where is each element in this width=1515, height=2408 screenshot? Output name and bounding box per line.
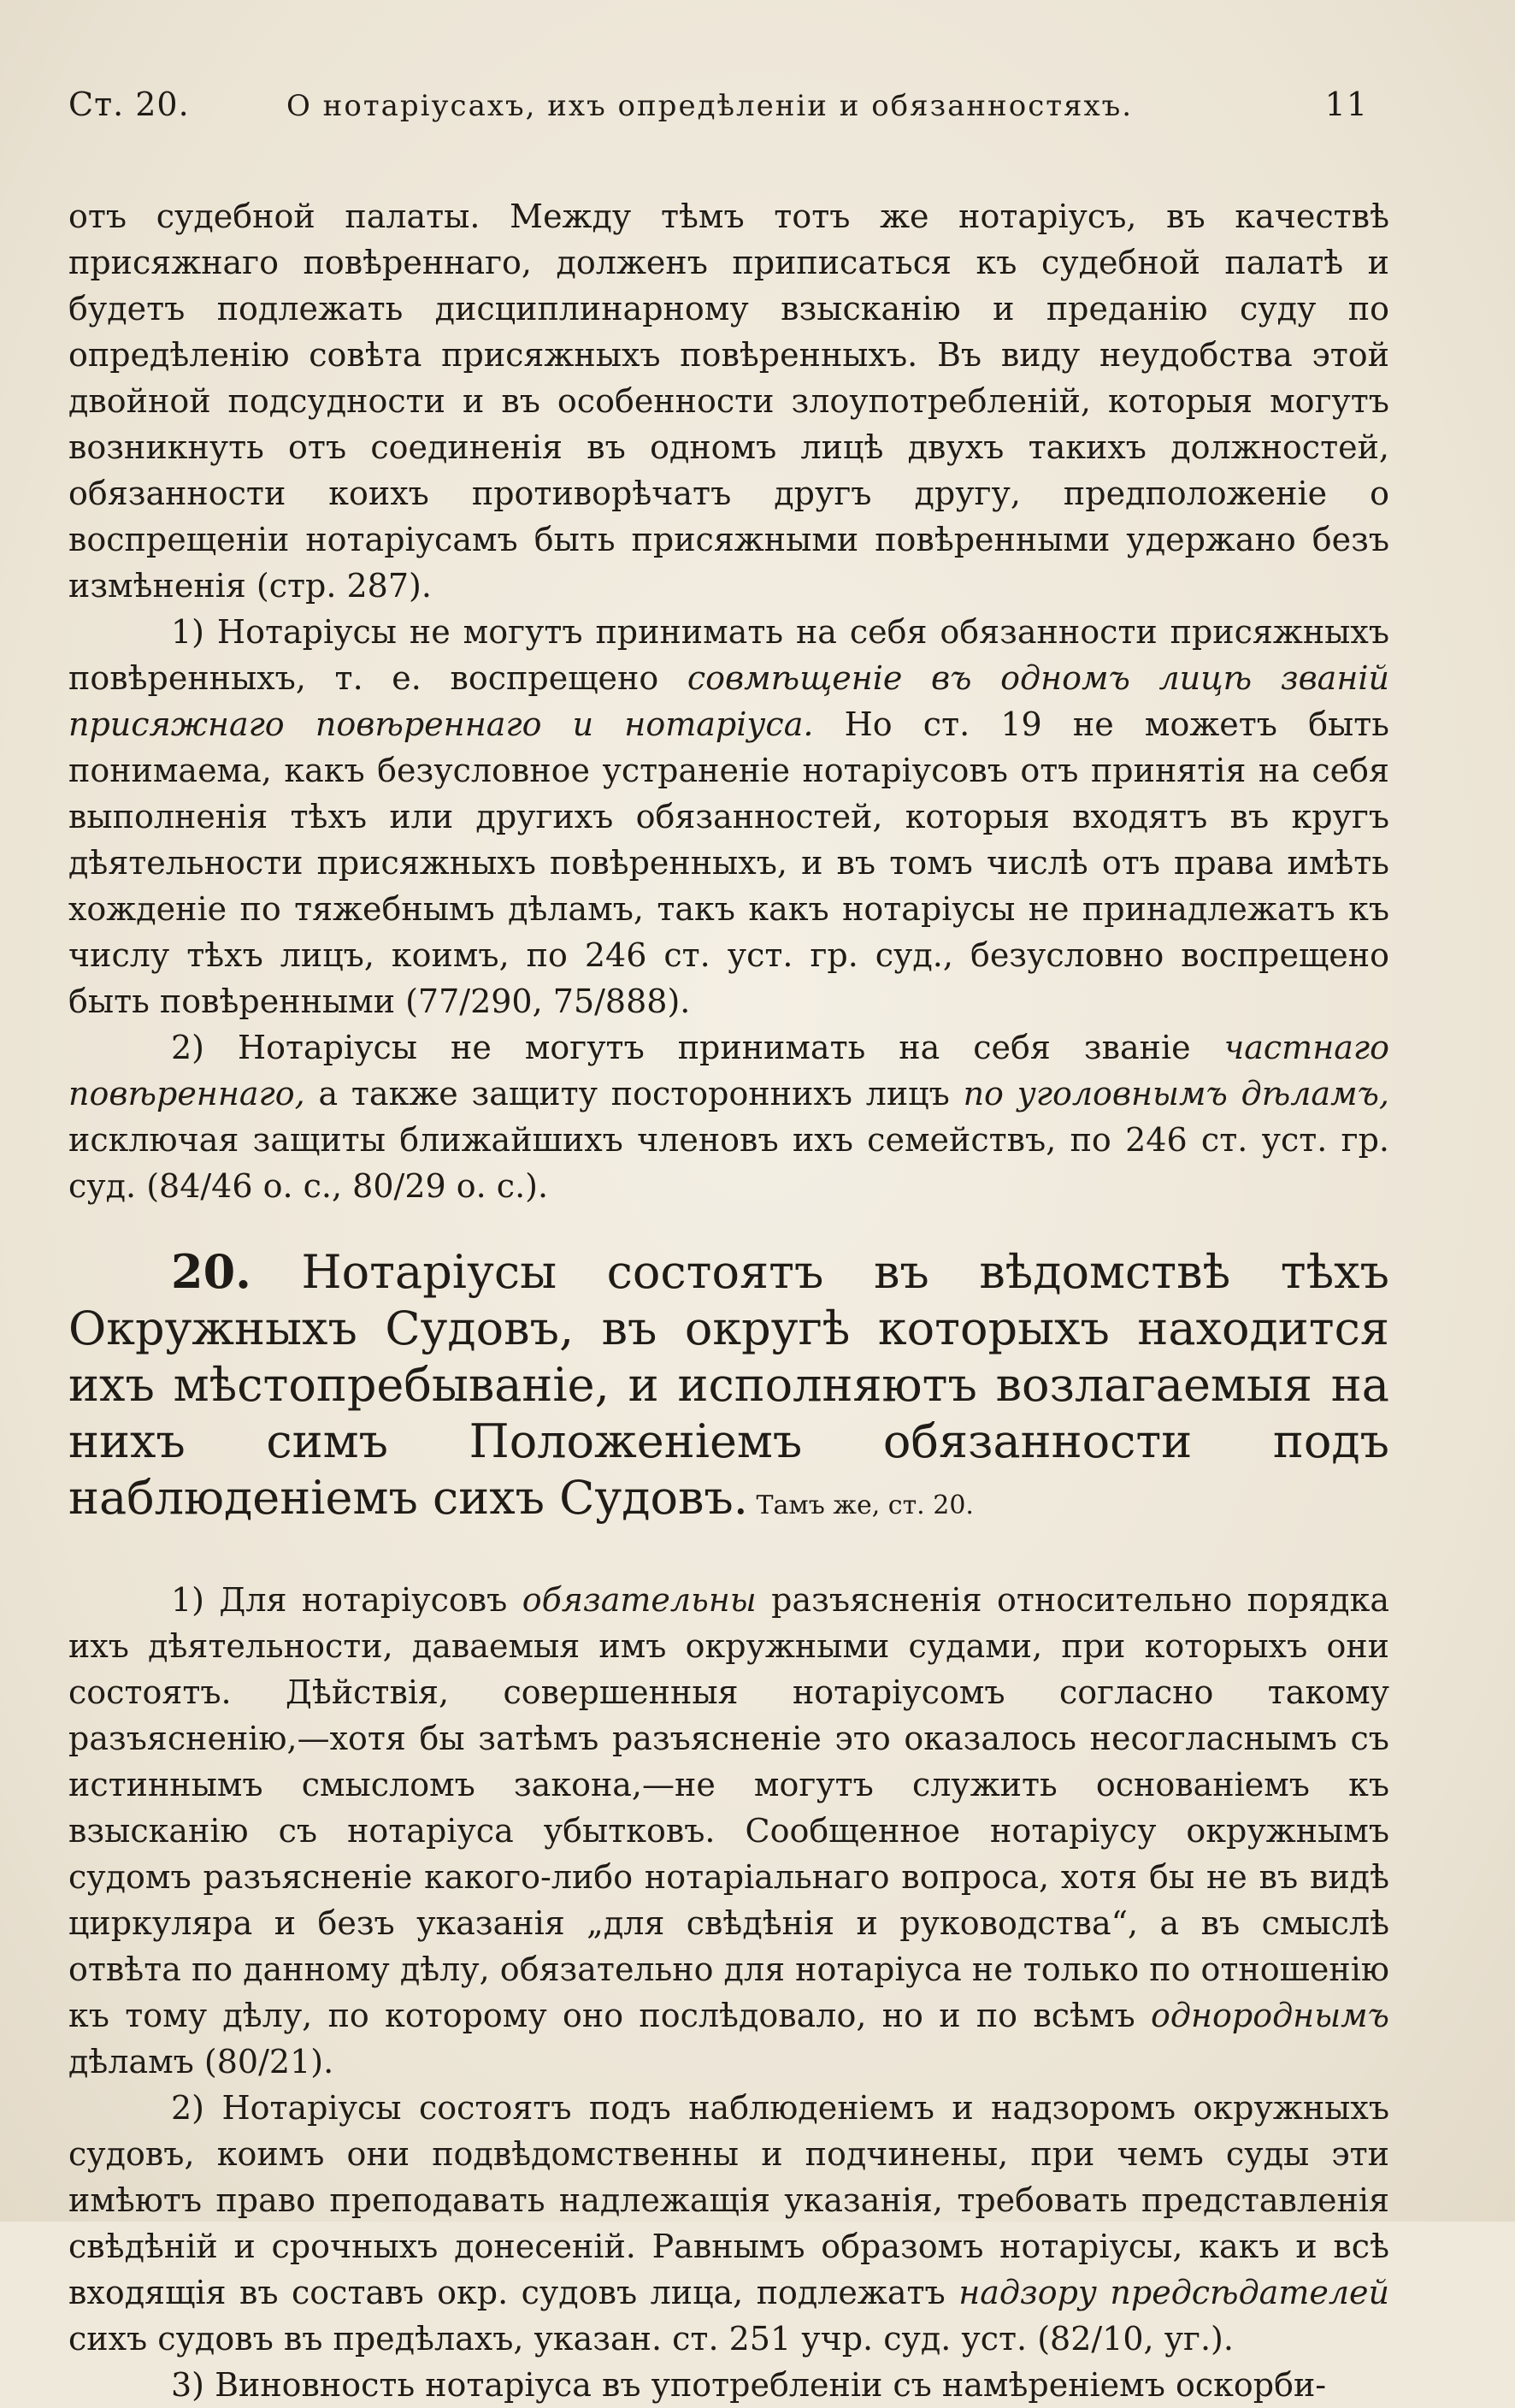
article-20 — [68, 1243, 1389, 1534]
note-20-3: 3) Виновность нотаріуса въ употребленіи съ намѣреніемъ оскорби- — [171, 2366, 1327, 2404]
italic-phrase: надзору предсѣдателей — [958, 2274, 1390, 2311]
article-number: 20. — [171, 1244, 251, 1299]
note-1: 1) Нотаріусы не могутъ принимать на себя обязанности присяжныхъ повѣренныхъ, т. е. воспрещено совмѣщеніе въ одномъ лицѣ званій присяжнаго повѣреннаго и нотаріуса. Но ст. 19 не можетъ быть понимаема, какъ безусловное устраненіе нотаріусовъ отъ принятія на себя выполненія тѣхъ или другихъ обязанностей, которыя входятъ въ кругъ дѣятельности присяжныхъ повѣренныхъ, и въ томъ числѣ отъ права имѣть хожденіе по тяжебнымъ дѣламъ, такъ какъ нотаріусы не принадлежатъ къ числу тѣхъ лицъ, коимъ, по 246 ст. уст. гр. суд., безусловно воспрещено быть повѣренными (77/290, 75/888). — [68, 613, 1389, 1020]
note-2: 2) Нотаріусы не могутъ принимать на себя званіе частнаго повѣреннаго, а также защиту постороннихъ лицъ по уголовнымъ дѣламъ, исключая защиты ближайшихъ членовъ ихъ семействъ, по 246 ст. уст. гр. суд. (84/46 о. с., 80/29 о. с.). — [68, 1029, 1389, 1205]
italic-phrase: по уголовнымъ дѣламъ, — [963, 1075, 1389, 1113]
note-20-1: 1) Для нотаріусовъ обязательны разъясненія относительно порядка ихъ дѣятельности, даваемыя имъ окружными судами, при которыхъ они состоятъ. Дѣйствія, совершенныя нотаріусомъ согласно такому разъясненію,—хотя бы затѣмъ разъясненіе это оказалось несогласнымъ съ истиннымъ смысломъ закона,—не могутъ служить основаніемъ къ взысканію съ нотаріуса убытковъ. Сообщенное нотаріусу окружнымъ судомъ разъясненіе какого-либо нотаріальнаго вопроса, хотя бы не въ видѣ циркуляра и безъ указанія „для свѣдѣнія и руководства“, а въ смыслѣ отвѣта по данному дѣлу, обязательно для нотаріуса не только по отношенію къ тому дѣлу, по которому оно послѣдовало, но и по всѣмъ однороднымъ дѣламъ (80/21). — [68, 1581, 1389, 2080]
italic-phrase: однороднымъ — [1151, 1997, 1389, 2034]
paragraph-continuation: отъ судебной палаты. Между тѣмъ тотъ же нотаріусъ, въ качествѣ присяжнаго повѣреннаго, долженъ приписаться къ судебной палатѣ и будетъ подлежать дисциплинарному взысканію и преданію суду по опредѣленію совѣта присяжныхъ повѣренныхъ. Въ виду неудобства этой двойной подсудности и въ особенности злоупотребленій, которыя могутъ возникнуть отъ соединенія въ одномъ лицѣ двухъ такихъ должностей, обязанности коихъ противорѣчатъ другъ другу, предположеніе о воспрещеніи нотаріусамъ быть присяжными повѣренными удержано безъ измѣненія (стр. 287). — [68, 198, 1389, 605]
article-reference: Ст. 20. — [68, 86, 190, 123]
article-source: Тамъ же, ст. 20. — [747, 1490, 974, 1520]
running-header — [68, 86, 1368, 137]
italic-phrase: частнаго повѣреннаго, — [68, 1029, 1389, 1113]
article-text: Нотаріусы состоятъ въ вѣдомствѣ тѣхъ Окружныхъ Судовъ, въ округѣ которыхъ находится ихъ мѣстопребываніе, и исполняютъ возлагаемыя на нихъ симъ Положеніемъ обязанности подъ наблюденіемъ сихъ Судовъ. — [68, 1245, 1389, 1525]
note-20-2: 2) Нотаріусы состоятъ подъ наблюденіемъ и надзоромъ окружныхъ судовъ, коимъ они подвѣдомственны и подчинены, при чемъ суды эти имѣютъ право преподавать надлежащія указанія, требовать представленія свѣдѣній и срочныхъ донесеній. Равнымъ образомъ нотаріусы, какъ и всѣ входящія въ составъ окр. судовъ лица, подлежатъ надзору предсѣдателей сихъ судовъ въ предѣлахъ, указан. ст. 251 учр. суд. уст. (82/10, уг.). — [68, 2089, 1390, 2358]
italic-phrase: совмѣщеніе въ одномъ лицѣ званій присяжнаго повѣреннаго и нотаріуса. — [68, 659, 1389, 743]
italic-phrase: обязательны — [522, 1581, 757, 1619]
page-body — [68, 193, 1389, 2408]
page-number: 11 — [1324, 86, 1368, 123]
chapter-title: О нотаріусахъ, ихъ опредѣленіи и обязанностяхъ. — [286, 89, 1134, 123]
